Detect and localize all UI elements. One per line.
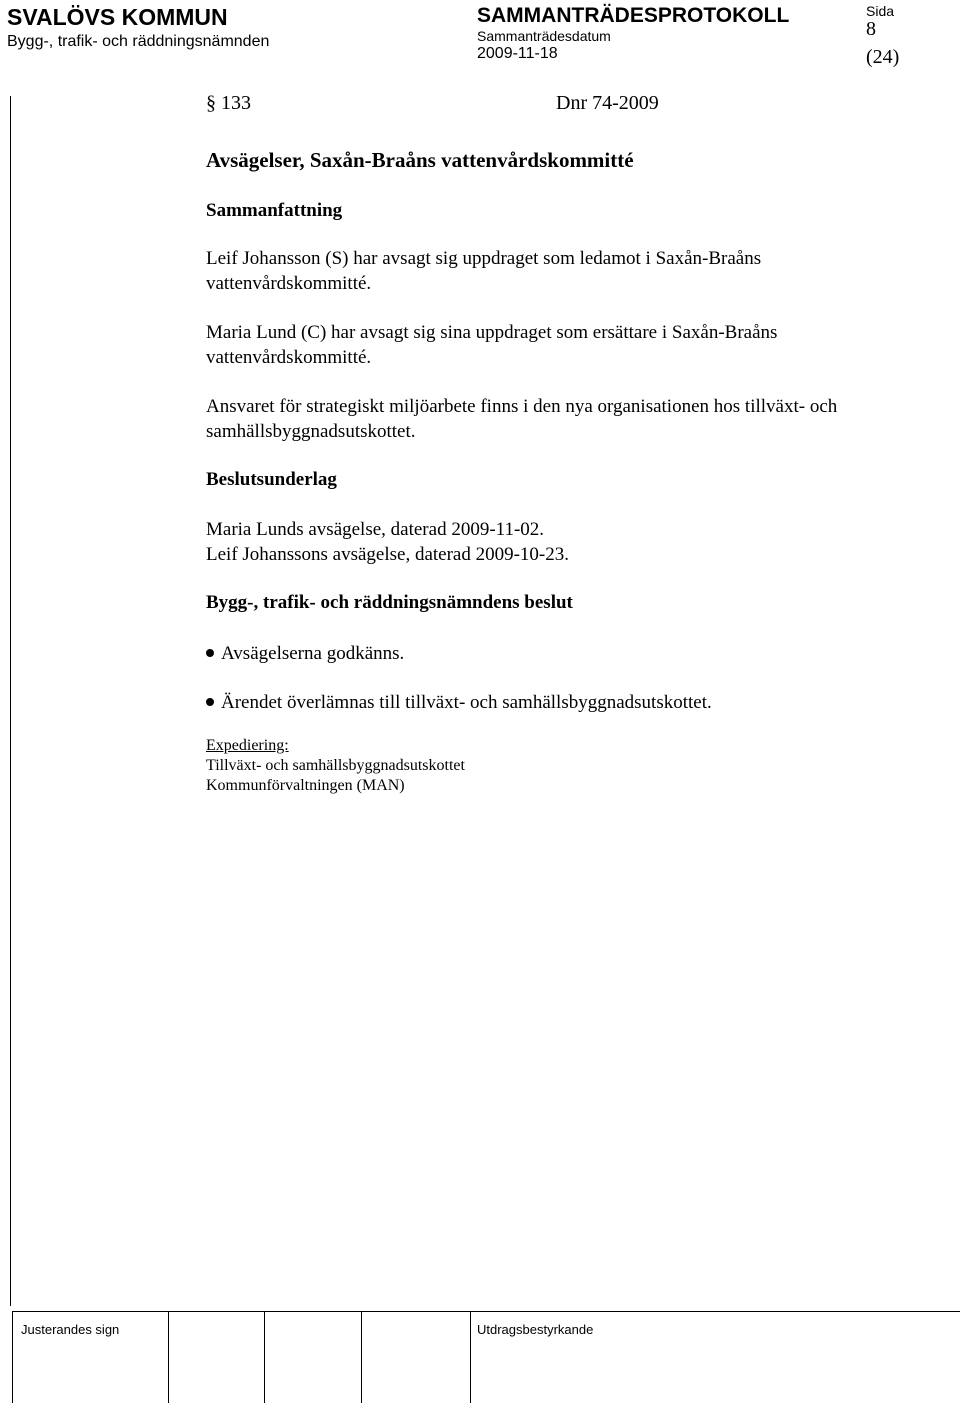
basis-list xyxy=(206,518,936,567)
board-name: Bygg-, trafik- och räddningsnämnden xyxy=(7,33,270,50)
decision-heading: Bygg-, trafik- och räddningsnämndens beslut xyxy=(206,592,573,613)
distribution-label: Expediering: xyxy=(206,737,289,754)
distribution-recipient: Kommunförvaltningen (MAN) xyxy=(206,777,405,794)
summary-paragraph-3 xyxy=(206,395,936,444)
left-margin-rule xyxy=(10,96,11,1306)
summary-paragraph-3-line-2: samhällsbyggnadsutskottet. xyxy=(206,420,416,442)
extract-certification-label: Utdragsbestyrkande xyxy=(477,1322,594,1337)
basis-line-1: Maria Lunds avsägelse, daterad 2009-11-02. xyxy=(206,519,545,540)
footer-divider xyxy=(168,1311,169,1403)
summary-paragraph-3-line-1: Ansvaret för strategiskt miljöarbete finns i den nya organisationen hos tillväxt- och xyxy=(206,396,838,417)
bullet-icon xyxy=(206,649,214,657)
summary-paragraph-2 xyxy=(206,321,936,370)
org-name: SVALÖVS KOMMUN xyxy=(7,4,228,30)
summary-paragraph-1-line-2: vattenvårdskommitté. xyxy=(206,272,372,294)
page-total: (24) xyxy=(866,46,900,68)
footer-divider xyxy=(470,1311,471,1403)
bullet-icon xyxy=(206,698,214,706)
signature-label: Justerandes sign xyxy=(21,1322,120,1337)
protocol-title: SAMMANTRÄDESPROTOKOLL xyxy=(477,4,790,27)
footer-divider xyxy=(264,1311,265,1403)
decision-bullet-1 xyxy=(206,643,404,665)
summary-paragraph-1-line-1: Leif Johansson (S) har avsagt sig uppdraget som ledamot i Saxån-Braåns xyxy=(206,248,762,269)
decision-bullet-2-text: Ärendet överlämnas till tillväxt- och samhällsbyggnadsutskottet. xyxy=(221,692,712,713)
meeting-date-label: Sammanträdesdatum xyxy=(477,28,611,44)
page-label: Sida xyxy=(866,3,895,19)
basis-line-2: Leif Johanssons avsägelse, daterad 2009-10-23. xyxy=(206,543,570,565)
summary-paragraph-1 xyxy=(206,247,936,296)
footer-divider xyxy=(12,1311,13,1403)
summary-paragraph-2-line-2: vattenvårdskommitté. xyxy=(206,346,372,368)
footer-divider xyxy=(361,1311,362,1403)
page-number: 8 xyxy=(866,18,876,40)
meeting-date-value: 2009-11-18 xyxy=(477,45,558,62)
basis-heading: Beslutsunderlag xyxy=(206,469,337,490)
summary-heading: Sammanfattning xyxy=(206,200,343,221)
item-title: Avsägelser, Saxån-Braåns vattenvårdskommitté xyxy=(206,148,634,172)
summary-paragraph-2-line-1: Maria Lund (C) har avsagt sig sina uppdraget som ersättare i Saxån-Braåns xyxy=(206,322,778,343)
footer-rule xyxy=(12,1311,960,1312)
section-number: § 133 xyxy=(206,92,251,114)
decision-bullet-1-text: Avsägelserna godkänns. xyxy=(221,643,405,664)
case-number: Dnr 74-2009 xyxy=(556,92,659,114)
decision-bullet-2 xyxy=(206,692,712,714)
distribution-recipient: Tillväxt- och samhällsbyggnadsutskottet xyxy=(206,757,465,774)
